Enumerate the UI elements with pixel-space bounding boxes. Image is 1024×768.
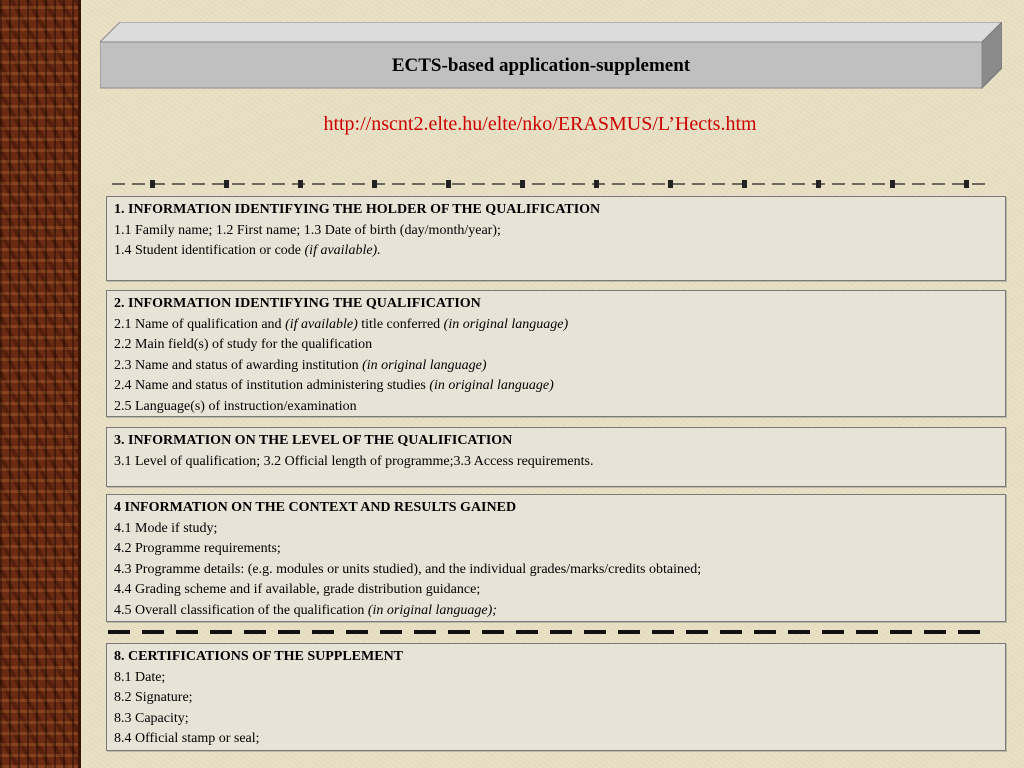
italic-note: (in original language) [362, 357, 487, 373]
line-text: 1.4 Student identification or code [114, 243, 305, 258]
dashed-divider-heavy [108, 626, 992, 638]
divider-dot [224, 180, 229, 188]
section-line [114, 601, 998, 622]
section-heading: 2. INFORMATION IDENTIFYING THE QUALIFICATION [114, 296, 481, 311]
section-line [114, 356, 998, 377]
line-text: 8.4 Official stamp or seal; [114, 731, 260, 746]
dashed-divider-top [112, 176, 992, 192]
divider-dot [816, 180, 821, 188]
line-text: 4.4 Grading scheme and if available, grade distribution guidance; [114, 582, 481, 597]
section-line [114, 729, 998, 750]
divider-dot [446, 180, 451, 188]
section-heading: 8. CERTIFICATIONS OF THE SUPPLEMENT [114, 649, 404, 664]
section-line [114, 519, 998, 540]
section-line [114, 397, 998, 418]
line-text: 8.1 Date; [114, 669, 166, 685]
title-banner [100, 22, 1002, 90]
divider-dot [964, 180, 969, 188]
section-line [114, 241, 998, 262]
section-qualification [106, 290, 1006, 417]
divider-dot [890, 180, 895, 188]
italic-note: (if available) [285, 316, 358, 332]
italic-note: (if available). [304, 243, 381, 258]
divider-dot [298, 180, 303, 188]
section-level [106, 427, 1006, 487]
divider-dot [520, 180, 525, 188]
line-text: 2.5 Language(s) of instruction/examination [114, 398, 357, 414]
section-certifications [106, 643, 1006, 751]
line-text: 4.2 Programme requirements; [114, 541, 281, 556]
section-context-results [106, 494, 1006, 622]
line-text: 4.5 Overall classification of the qualification [114, 602, 368, 618]
section-line [114, 452, 998, 473]
divider-dot [372, 180, 377, 188]
section-line [114, 688, 998, 709]
divider-dot [742, 180, 747, 188]
section-heading: 4 INFORMATION ON THE CONTEXT AND RESULTS GAINED [114, 500, 517, 515]
section-line [114, 580, 998, 601]
section-line [114, 221, 998, 242]
line-text: 1.1 Family name; 1.2 First name; 1.3 Date of birth (day/month/year); [114, 222, 501, 238]
line-text: 4.3 Programme details: (e.g. modules or units studied), and the individual grades/marks/credits obtained; [114, 561, 702, 577]
divider-dot [594, 180, 599, 188]
decorative-wood-strip [0, 0, 81, 768]
section-line [114, 560, 998, 581]
section-line [114, 668, 998, 689]
section-line [114, 539, 998, 560]
section-line [114, 335, 998, 356]
italic-note: (in original language) [443, 316, 569, 332]
section-holder [106, 196, 1006, 281]
divider-dot [150, 180, 155, 188]
source-link[interactable]: http://nscnt2.elte.hu/elte/nko/ERASMUS/L’Hects.htm [323, 113, 757, 135]
line-text: title conferred [357, 316, 444, 332]
line-text: 2.3 Name and status of awarding institution [114, 357, 363, 373]
divider-dot [668, 180, 673, 188]
line-text: 2.2 Main field(s) of study for the qualification [114, 337, 373, 352]
section-line [114, 709, 998, 730]
section-heading: 3. INFORMATION ON THE LEVEL OF THE QUALIFICATION [114, 433, 513, 448]
line-text: 8.3 Capacity; [114, 710, 189, 726]
line-text: 3.1 Level of qualification; 3.2 Official length of programme;3.3 Access requirements. [114, 453, 594, 469]
line-text: 4.1 Mode if study; [114, 520, 218, 536]
section-line [114, 315, 998, 336]
line-text: 8.2 Signature; [114, 690, 193, 705]
section-line [114, 376, 998, 397]
italic-note: (in original language) [429, 378, 554, 393]
line-text: 2.1 Name of qualification and [114, 316, 286, 332]
page-title: ECTS-based application-supplement [391, 55, 691, 76]
italic-note: (in original language); [367, 602, 497, 618]
line-text: 2.4 Name and status of institution administering studies [114, 378, 430, 393]
section-heading: 1. INFORMATION IDENTIFYING THE HOLDER OF THE QUALIFICATION [114, 202, 601, 217]
